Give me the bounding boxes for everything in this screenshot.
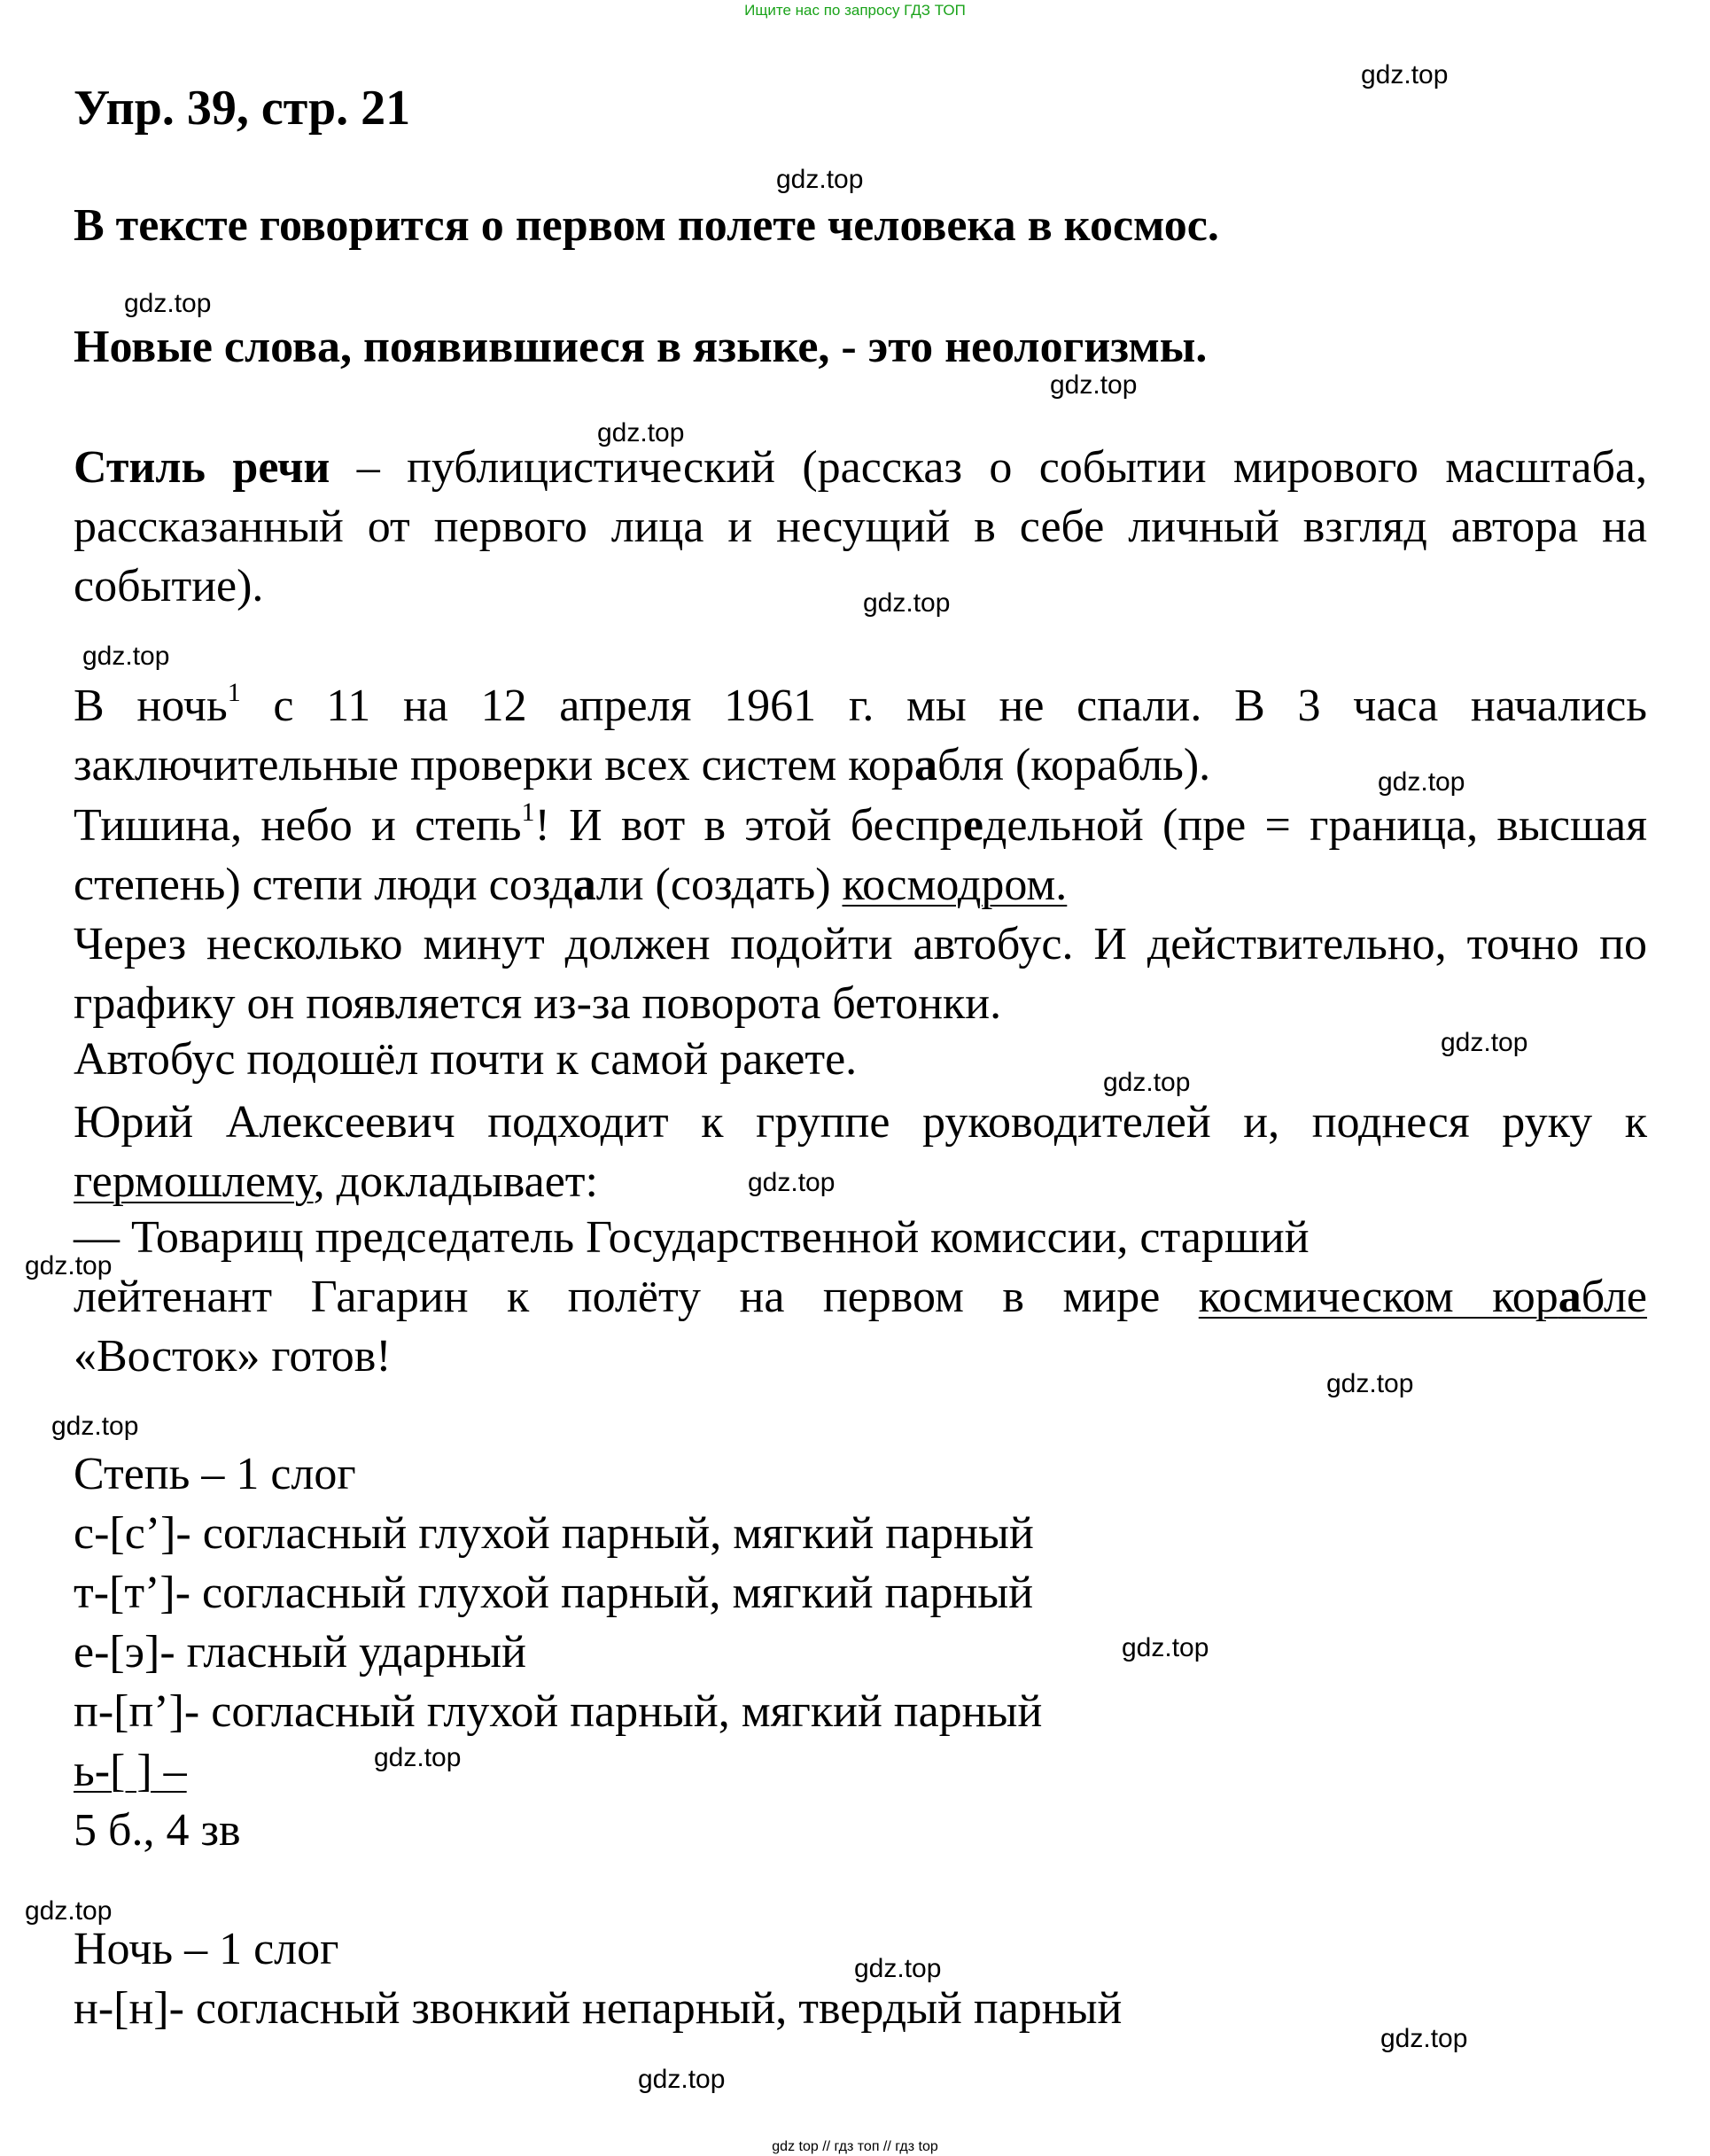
night-analysis-row: н-[н]- согласный звонкий непарный, твердый парный [74,1983,1123,2034]
watermark: gdz.top [776,165,864,194]
step-analysis-row: е-[э]- гласный ударный [74,1627,526,1677]
text-paragraph-5 [74,1093,1647,1211]
watermark: gdz.top [124,289,212,318]
underlined-word: гермошлему [74,1156,314,1207]
watermark: gdz.top [863,588,951,618]
speech-line-1: — Товарищ председатель Государственной комиссии, старший [74,1212,1310,1263]
text-part: , докладывает: [313,1156,598,1207]
night-analysis-head: Ночь – 1 слог [74,1924,339,1974]
step-analysis-row: ь-[ ] – [74,1746,187,1796]
footnote-mark: 1 [521,798,535,827]
speech-style-paragraph [74,438,1647,616]
step-analysis-row: п-[п’]- согласный глухой парный, мягкий парный [74,1686,1043,1737]
topic-line: В тексте говорится о первом полете человека в космос. [74,200,1219,251]
underlined-word: космическом кор [1198,1272,1558,1322]
watermark: gdz.top [82,642,170,671]
text-part: дельной (пре = граница, высшая степень) степи люди созд [74,800,1647,910]
watermark: gdz.top [1326,1369,1414,1398]
step-analysis-row: с-[с’]- согласный глухой парный, мягкий парный [74,1508,1034,1559]
speech-style-label: Стиль речи [74,442,330,493]
speech-style-text: – публицистический (рассказ о событии мирового масштаба, рассказанный от первого лица и несущий в себе личный взгляд автора на событие). [74,442,1647,611]
exercise-title: Упр. 39, стр. 21 [74,81,411,136]
watermark: gdz.top [1122,1633,1209,1662]
watermark: gdz.top [638,2065,726,2094]
underlined-word: космодром. [842,860,1068,910]
neologisms-line: Новые слова, появившиеся в языке, - это неологизмы. [74,322,1208,372]
watermark: gdz.top [854,1954,942,1983]
search-hint: Ищите нас по запросу ГДЗ ТОП [744,2,966,19]
stress-letter: а [913,740,937,790]
stress-letter: а [1558,1272,1582,1322]
text-part: с 11 на 12 апреля 1961 г. мы не спали. В 3 часа начались заключительные проверки всех систем кор [74,681,1647,790]
watermark: gdz.top [374,1743,462,1772]
step-analysis-head: Степь – 1 слог [74,1449,356,1499]
footer-note: gdz top // гдз топ // гдз top [772,2139,938,2154]
text-part: лейтенант Гагарин к полёту на первом в мире [74,1272,1199,1322]
step-analysis-row: т-[т’]- согласный глухой парный, мягкий парный [74,1568,1034,1618]
watermark: gdz.top [1441,1028,1528,1057]
text-part: ! И вот в этой беспр [534,800,963,851]
stress-letter: е [962,800,983,851]
text-paragraph-4: Автобус подошёл почти к самой ракете. [74,1034,858,1085]
text-paragraph-3: Через несколько минут должен подойти автобус. И действительно, точно по графику он появляется из-за поворота бетонки. [74,919,1647,1029]
watermark: gdz.top [1103,1068,1191,1097]
watermark: gdz.top [25,1896,113,1926]
text-part: В ночь [74,681,228,731]
watermark: gdz.top [1378,767,1465,797]
watermark: gdz.top [597,418,685,448]
underlined-word: бле [1581,1272,1647,1322]
watermark: gdz.top [51,1412,139,1441]
text-paragraph-2 [74,796,1647,915]
speech-line-3: «Восток» готов! [74,1331,392,1382]
watermark: gdz.top [1380,2024,1468,2053]
watermark: gdz.top [1050,370,1138,400]
watermark: gdz.top [1361,60,1449,90]
watermark: gdz.top [25,1251,113,1280]
text-part: бля (корабль). [937,740,1211,790]
stress-letter: а [572,860,596,910]
speech-line-2 [74,1271,1647,1323]
text-part: ли (создать) [595,860,843,910]
text-part: Юрий Алексеевич подходит к группе руководителей и, поднеся руку к [74,1097,1647,1148]
text-part: Тишина, небо и степь [74,800,522,851]
step-analysis-total: 5 б., 4 зв [74,1805,241,1856]
footnote-mark: 1 [227,678,241,707]
watermark: gdz.top [748,1168,836,1197]
